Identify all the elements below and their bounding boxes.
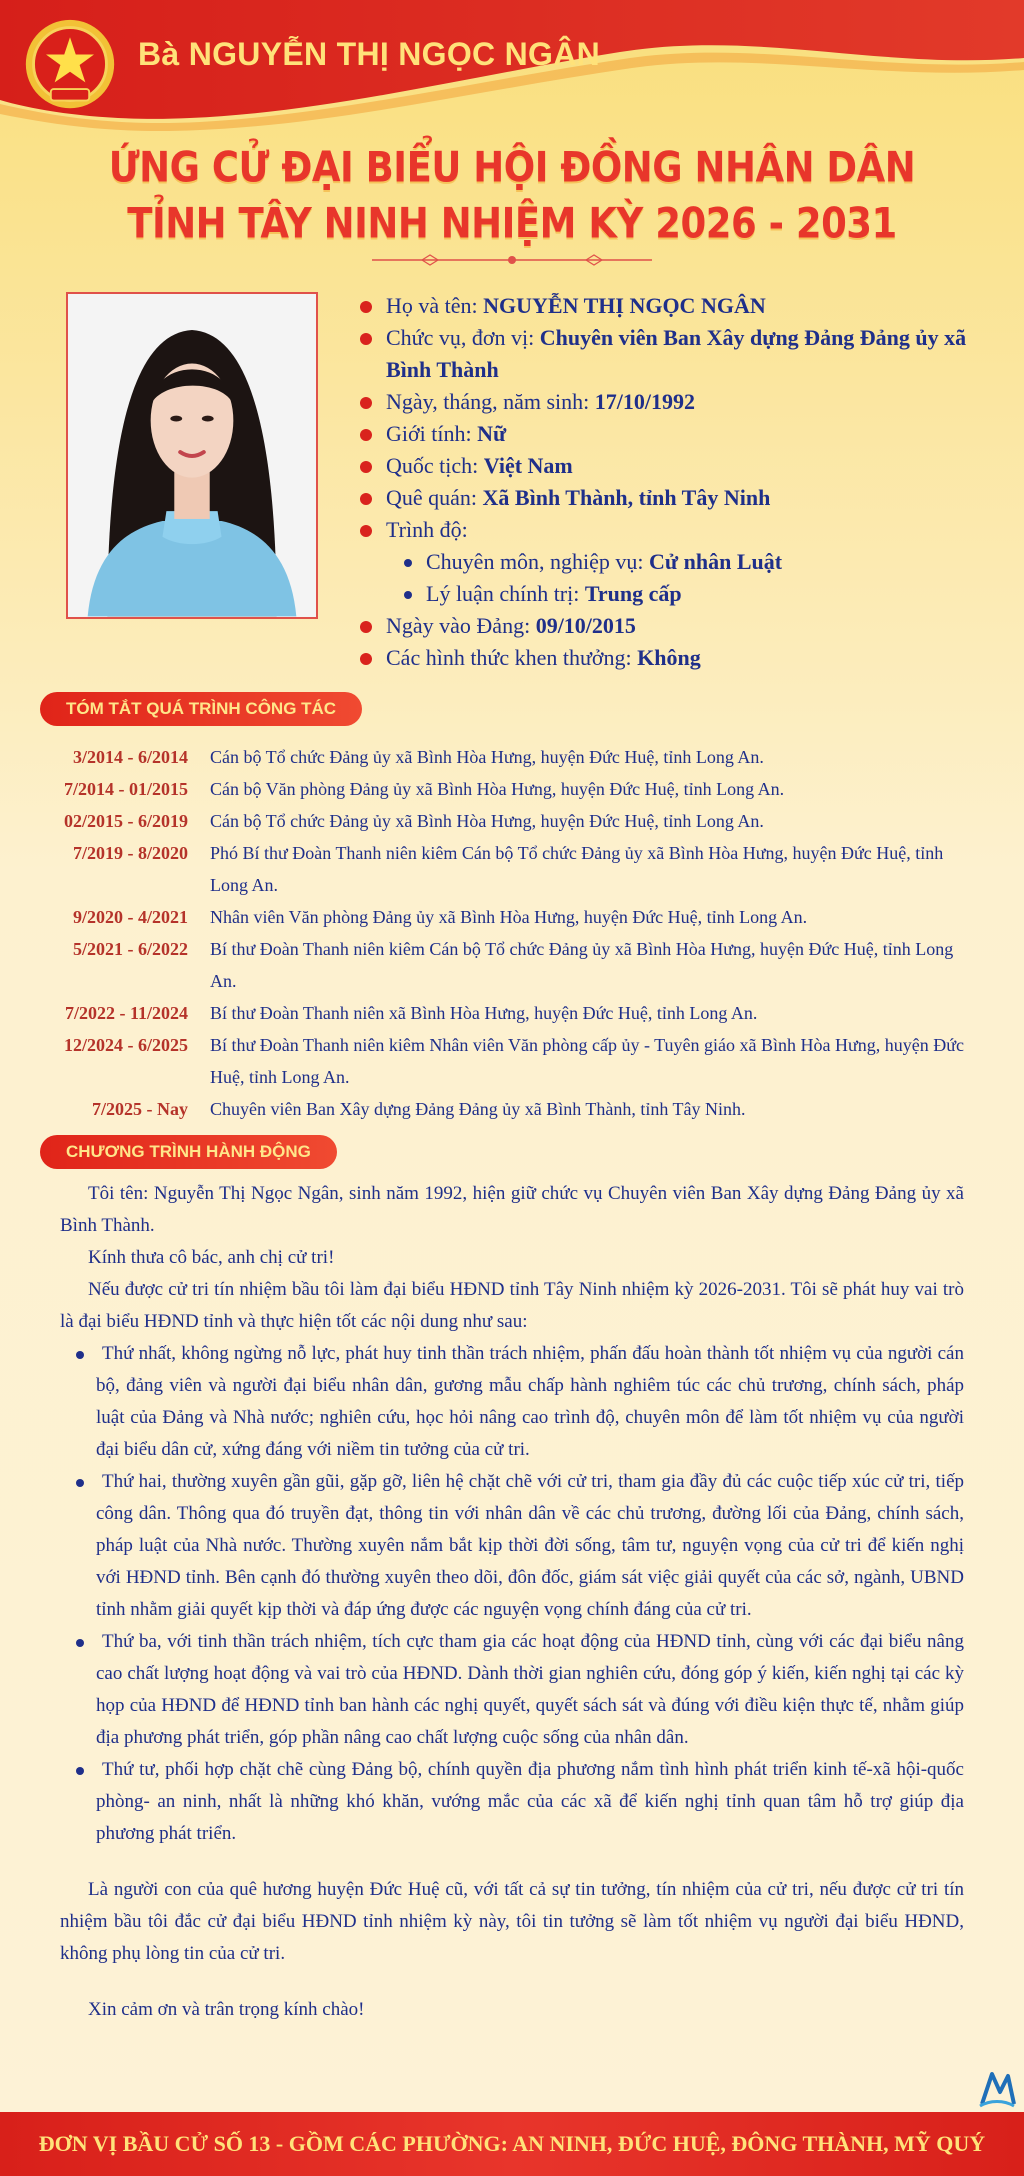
header-candidate-name: Bà NGUYỄN THỊ NGỌC NGÂN — [138, 36, 601, 72]
title-line-1: ỨNG CỬ ĐẠI BIỂU HỘI ĐỒNG NHÂN DÂN — [108, 143, 916, 192]
program-point: Thứ tư, phối hợp chặt chẽ cùng Đảng bộ, chính quyền địa phương nắm tình hình phát triển kinh tế-xã hội-quốc phòng- an ninh, nhất là những khó khăn, vướng mắc của các xã để kiến nghị tỉnh quan tâm hỗ trợ giúp địa phương phát triển. — [60, 1754, 964, 1850]
position-value: Chuyên viên Ban Xây dựng Đảng Đảng ủy xã Bình Thành — [386, 325, 967, 382]
career-date: 02/2015 - 6/2019 — [64, 811, 188, 831]
career-item — [0, 805, 1024, 837]
career-description: Nhân viên Văn phòng Đảng ủy xã Bình Hòa Hưng, huyện Đức Huệ, tỉnh Long An. — [210, 907, 808, 927]
spacer — [60, 1970, 964, 1994]
info-nationality: Quốc tịch: Việt Nam — [360, 450, 1000, 482]
career-item — [0, 933, 1024, 997]
info-position: Chức vụ, đơn vị: Chuyên viên Ban Xây dựng Đảng Đảng ủy xã Bình Thành — [360, 322, 1000, 386]
info-fullname: Họ và tên: NGUYỄN THỊ NGỌC NGÂN — [360, 290, 1000, 322]
program-commitment: Nếu được cử tri tín nhiệm bầu tôi làm đại biểu HĐND tỉnh Tây Ninh nhiệm kỳ 2026-2031. Tôi sẽ phát huy vai trò là đại biểu HĐND tỉnh và thực hiện tốt các nội dung như sau: — [60, 1279, 964, 1332]
fullname-value: NGUYỄN THỊ NGỌC NGÂN — [483, 293, 766, 318]
national-emblem-icon — [22, 18, 118, 114]
career-timeline — [0, 741, 1024, 1125]
program-closing: Là người con của quê hương huyện Đức Huệ cũ, với tất cả sự tin tưởng, tín nhiệm của cử tri, nếu được cử tri tín nhiệm bầu tôi đắc cử đại biểu HĐND tỉnh nhiệm kỳ này, tôi tin tưởng sẽ làm tốt nhiệm vụ người đại biểu HĐND, không phụ lòng tin của cử tri. — [60, 1879, 964, 1964]
section-title-program: CHƯƠNG TRÌNH HÀNH ĐỘNG — [40, 1135, 337, 1169]
career-description: Bí thư Đoàn Thanh niên kiêm Nhân viên Văn phòng cấp ủy - Tuyên giáo xã Bình Hòa Hưng, huyện Đức Huệ, tỉnh Long An. — [210, 1035, 964, 1087]
info-specialty: Chuyên môn, nghiệp vụ: Cử nhân Luật — [360, 546, 1000, 578]
career-item — [0, 997, 1024, 1029]
political-value: Trung cấp — [584, 581, 682, 606]
program-intro: Tôi tên: Nguyễn Thị Ngọc Ngân, sinh năm 1992, hiện giữ chức vụ Chuyên viên Ban Xây dựng Đảng Đảng ủy xã Bình Thành. — [60, 1183, 964, 1236]
info-education: Trình độ: — [360, 514, 1000, 546]
career-item — [0, 901, 1024, 933]
publisher-logo-icon — [978, 2066, 1016, 2108]
specialty-value: Cử nhân Luật — [649, 549, 783, 574]
section-title-career: TÓM TẮT QUÁ TRÌNH CÔNG TÁC — [40, 692, 362, 726]
action-program — [60, 1178, 964, 2026]
career-date: 7/2025 - Nay — [92, 1099, 188, 1119]
candidate-photo — [66, 292, 318, 619]
header-wave-banner — [0, 0, 1024, 150]
career-date: 12/2024 - 6/2025 — [64, 1035, 188, 1055]
career-description: Bí thư Đoàn Thanh niên xã Bình Hòa Hưng, huyện Đức Huệ, tỉnh Long An. — [210, 1003, 758, 1023]
program-point: Thứ hai, thường xuyên gần gũi, gặp gỡ, liên hệ chặt chẽ với cử tri, tham gia đầy đủ các cuộc tiếp xúc cử tri, tiếp công dân. Thông qua đó truyền đạt, thông tin với nhân dân về các chủ trương, đường lối của Đảng, chính sách, pháp luật của Nhà nước. Thường xuyên nắm bắt kịp thời đời sống, tâm tư, nguyện vọng của cử tri để kiến nghị với HĐND tỉnh. Bên cạnh đó thường xuyên theo dõi, đôn đốc, giám sát việc giải quyết của các sở, ngành, UBND tỉnh nhằm giải quyết kịp thời và đáp ứng được các nguyện vọng chính đáng của cử tri. — [60, 1466, 964, 1626]
career-date: 7/2014 - 01/2015 — [64, 779, 188, 799]
info-awards: Các hình thức khen thưởng: Không — [360, 642, 1000, 674]
title-divider-ornament — [372, 252, 652, 268]
info-political: Lý luận chính trị: Trung cấp — [360, 578, 1000, 610]
career-item — [0, 1093, 1024, 1125]
nationality-value: Việt Nam — [483, 453, 573, 478]
career-item — [0, 773, 1024, 805]
career-date: 7/2022 - 11/2024 — [64, 1003, 188, 1023]
career-description: Cán bộ Tổ chức Đảng ủy xã Bình Hòa Hưng, huyện Đức Huệ, tỉnh Long An. — [210, 747, 764, 767]
career-description: Cán bộ Văn phòng Đảng ủy xã Bình Hòa Hưng, huyện Đức Huệ, tỉnh Long An. — [210, 779, 785, 799]
info-dob: Ngày, tháng, năm sinh: 17/10/1992 — [360, 386, 1000, 418]
program-point: Thứ ba, với tinh thần trách nhiệm, tích cực tham gia các hoạt động của HĐND tỉnh, cùng với các đại biểu nâng cao chất lượng hoạt động và vai trò của HĐND. Dành thời gian nghiên cứu, đóng góp ý kiến, kiến nghị tại các kỳ họp của HĐND để HĐND tỉnh ban hành các nghị quyết, quyết sách sát và đúng với điều kiện thực tế, nhằm giúp địa phương phát triển, góp phần nâng cao chất lượng cuộc sống của nhân dân. — [60, 1626, 964, 1754]
career-item — [0, 741, 1024, 773]
career-item — [0, 837, 1024, 901]
career-description: Cán bộ Tổ chức Đảng ủy xã Bình Hòa Hưng, huyện Đức Huệ, tỉnh Long An. — [210, 811, 764, 831]
awards-value: Không — [637, 645, 701, 670]
career-date: 7/2019 - 8/2020 — [73, 843, 188, 863]
portrait-illustration — [68, 294, 316, 617]
personal-info-list — [360, 290, 1000, 674]
hometown-value: Xã Bình Thành, tỉnh Tây Ninh — [482, 485, 771, 510]
info-party-date: Ngày vào Đảng: 09/10/2015 — [360, 610, 1000, 642]
program-thanks: Xin cảm ơn và trân trọng kính chào! — [88, 1999, 365, 2020]
career-description: Bí thư Đoàn Thanh niên kiêm Cán bộ Tổ chức Đảng ủy xã Bình Hòa Hưng, huyện Đức Huệ, tỉnh Long An. — [210, 939, 954, 991]
footer-constituency-banner: ĐƠN VỊ BẦU CỬ SỐ 13 - GỒM CÁC PHƯỜNG: AN NINH, ĐỨC HUỆ, ĐÔNG THÀNH, MỸ QUÝ — [0, 2112, 1024, 2176]
program-point: Thứ nhất, không ngừng nỗ lực, phát huy tinh thần trách nhiệm, phấn đấu hoàn thành tốt nhiệm vụ của người cán bộ, đảng viên và người đại biểu nhân dân, gương mẫu chấp hành nghiêm túc các chủ trương, chính sách, pháp luật của Đảng và Nhà nước; nghiên cứu, học hỏi nâng cao trình độ, chuyên môn để làm tốt nhiệm vụ của người đại biểu dân cử, xứng đáng với niềm tin tưởng của cử tri. — [60, 1338, 964, 1466]
gender-value: Nữ — [477, 421, 507, 446]
career-description: Phó Bí thư Đoàn Thanh niên kiêm Cán bộ Tổ chức Đảng ủy xã Bình Hòa Hưng, huyện Đức Huệ, tỉnh Long An. — [210, 843, 944, 895]
info-gender: Giới tính: Nữ — [360, 418, 1000, 450]
title-line-2: TỈNH TÂY NINH NHIỆM KỲ 2026 - 2031 — [127, 199, 897, 248]
party-date-value: 09/10/2015 — [535, 613, 636, 638]
career-date: 9/2020 - 4/2021 — [73, 907, 188, 927]
career-date: 3/2014 - 6/2014 — [73, 747, 188, 767]
info-hometown: Quê quán: Xã Bình Thành, tỉnh Tây Ninh — [360, 482, 1000, 514]
spacer — [60, 1850, 964, 1874]
dob-value: 17/10/1992 — [594, 389, 695, 414]
career-description: Chuyên viên Ban Xây dựng Đảng Đảng ủy xã Bình Thành, tỉnh Tây Ninh. — [210, 1099, 746, 1119]
career-date: 5/2021 - 6/2022 — [73, 939, 188, 959]
program-greeting: Kính thưa cô bác, anh chị cử tri! — [88, 1247, 335, 1268]
career-item — [0, 1029, 1024, 1093]
